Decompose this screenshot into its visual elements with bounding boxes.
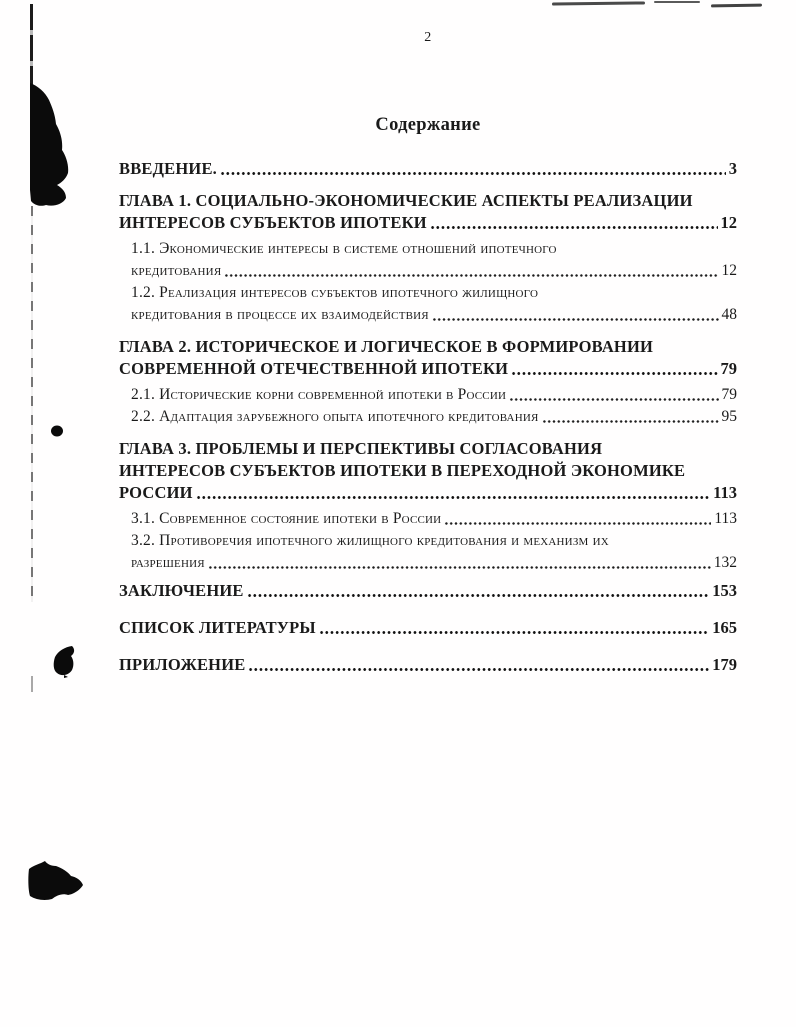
toc-entry-text: 2.1. Исторические корни современной ипотеки в России — [131, 386, 507, 403]
toc-page-number: 79 — [721, 386, 737, 403]
dot-leader — [506, 392, 721, 406]
toc-entry-line — [131, 552, 737, 574]
toc-entry-line — [119, 438, 737, 460]
toc-page-number: 113 — [714, 510, 737, 527]
toc-entry-line — [131, 384, 737, 406]
toc-page-number: 79 — [720, 359, 737, 378]
toc-entry-text: 3.1. Современное состояние ипотеки в России — [131, 510, 442, 527]
dot-leader — [193, 490, 713, 504]
toc-entry-text: ПРИЛОЖЕНИЕ — [119, 655, 246, 674]
toc-entry-line — [119, 654, 737, 676]
toc-entry — [119, 158, 737, 180]
toc-entry-line — [131, 282, 737, 304]
dot-leader — [508, 366, 720, 380]
toc-entry — [119, 654, 737, 676]
binding-line-left — [30, 4, 33, 86]
toc-entry — [119, 384, 737, 406]
toc-entry — [119, 438, 737, 504]
toc-entry-text: ВВЕДЕНИЕ. — [119, 159, 217, 178]
ink-blot-top-left — [30, 83, 68, 206]
toc-entry-text: 1.1. Экономические интересы в системе отношений ипотечного — [131, 240, 557, 257]
toc-page-number: 12 — [721, 262, 737, 279]
toc-entry-text: ЗАКЛЮЧЕНИЕ — [119, 581, 244, 600]
toc-entry-line — [131, 530, 737, 552]
toc-page-number: 113 — [713, 483, 737, 502]
toc-page-number: 179 — [712, 655, 737, 674]
toc-entry — [119, 238, 737, 282]
toc-page-number: 132 — [713, 554, 737, 571]
toc-entry — [119, 282, 737, 326]
toc-entry — [119, 580, 737, 602]
toc-entry — [119, 617, 737, 639]
dot-leader — [244, 588, 713, 602]
toc-entry-text: ГЛАВА 2. ИСТОРИЧЕСКОЕ И ЛОГИЧЕСКОЕ В ФОРМИРОВАНИИ — [119, 337, 654, 356]
toc-entry — [119, 336, 737, 380]
toc-entry-line — [119, 460, 737, 482]
dot-leader — [429, 312, 722, 326]
toc-entry-text: ИНТЕРЕСОВ СУБЪЕКТОВ ИПОТЕКИ В ПЕРЕХОДНОЙ ЭКОНОМИКЕ — [119, 461, 686, 480]
toc-entry-line — [131, 508, 737, 530]
toc-entry — [119, 508, 737, 530]
toc-page-number: 12 — [720, 213, 737, 232]
dot-leader — [205, 560, 714, 574]
toc-entry-text: 1.2. Реализация интересов субъектов ипотечного жилищного — [131, 284, 539, 301]
toc-entry-text: ГЛАВА 1. СОЦИАЛЬНО-ЭКОНОМИЧЕСКИЕ АСПЕКТЫ РЕАЛИЗАЦИИ — [119, 191, 693, 210]
toc-page-number: 153 — [712, 581, 737, 600]
toc-entry-line — [131, 406, 737, 428]
toc-entry-line — [119, 158, 737, 180]
dot-leader — [539, 414, 722, 428]
binding-line-left-dashed — [31, 206, 33, 602]
toc-entry-text: 2.2. Адаптация зарубежного опыта ипотечного кредитования — [131, 408, 539, 425]
toc-entry-text: разрешения — [131, 554, 205, 571]
ink-blot-mid-left — [54, 646, 74, 678]
binding-line-left-tick — [31, 676, 33, 692]
dot-leader — [441, 516, 714, 530]
toc-list — [119, 158, 737, 676]
toc-entry-text: РОССИИ — [119, 483, 193, 502]
toc-entry-text: СОВРЕМЕННОЙ ОТЕЧЕСТВЕННОЙ ИПОТЕКИ — [119, 359, 509, 378]
toc-entry-line — [119, 190, 737, 212]
scan-streak-top-right — [654, 1, 700, 3]
dot-leader — [217, 166, 729, 180]
toc-page-number: 95 — [721, 408, 737, 425]
page-number: 2 — [424, 30, 432, 45]
ink-blot-bottom-left — [28, 861, 83, 900]
toc-entry-line — [131, 304, 737, 326]
toc-entry-line — [131, 238, 737, 260]
toc-entry — [119, 190, 737, 234]
toc-page-number: 165 — [712, 618, 737, 637]
toc-entry-text: ГЛАВА 3. ПРОБЛЕМЫ И ПЕРСПЕКТИВЫ СОГЛАСОВАНИЯ — [119, 439, 603, 458]
toc-entry-text: кредитования — [131, 262, 222, 279]
scan-streak-top-right — [711, 4, 762, 7]
dot-leader — [221, 268, 721, 282]
toc-entry-line — [119, 482, 737, 504]
toc-entry-line — [119, 617, 737, 639]
toc-entry — [119, 406, 737, 428]
toc-entry-line — [119, 212, 737, 234]
toc-entry-text: ИНТЕРЕСОВ СУБЪЕКТОВ ИПОТЕКИ — [119, 213, 427, 232]
toc-entry-text: 3.2. Противоречия ипотечного жилищного кредитования и механизм их — [131, 532, 609, 549]
toc-entry-text: СПИСОК ЛИТЕРАТУРЫ — [119, 618, 316, 637]
toc-entry-text: кредитования в процессе их взаимодействия — [131, 306, 429, 323]
toc-entry-line — [119, 336, 737, 358]
toc-entry-line — [131, 260, 737, 282]
toc-page-number: 48 — [721, 306, 737, 323]
page-content — [119, 30, 737, 674]
dot-leader — [245, 662, 712, 676]
ink-dot-left — [51, 426, 63, 437]
page-title: Содержание — [375, 115, 481, 135]
toc-page-number: 3 — [728, 159, 737, 178]
toc-entry — [119, 530, 737, 574]
dot-leader — [316, 625, 712, 639]
scan-streak-top-right — [552, 1, 645, 5]
toc-entry-line — [119, 358, 737, 380]
dot-leader — [427, 220, 721, 234]
toc-entry-line — [119, 580, 737, 602]
